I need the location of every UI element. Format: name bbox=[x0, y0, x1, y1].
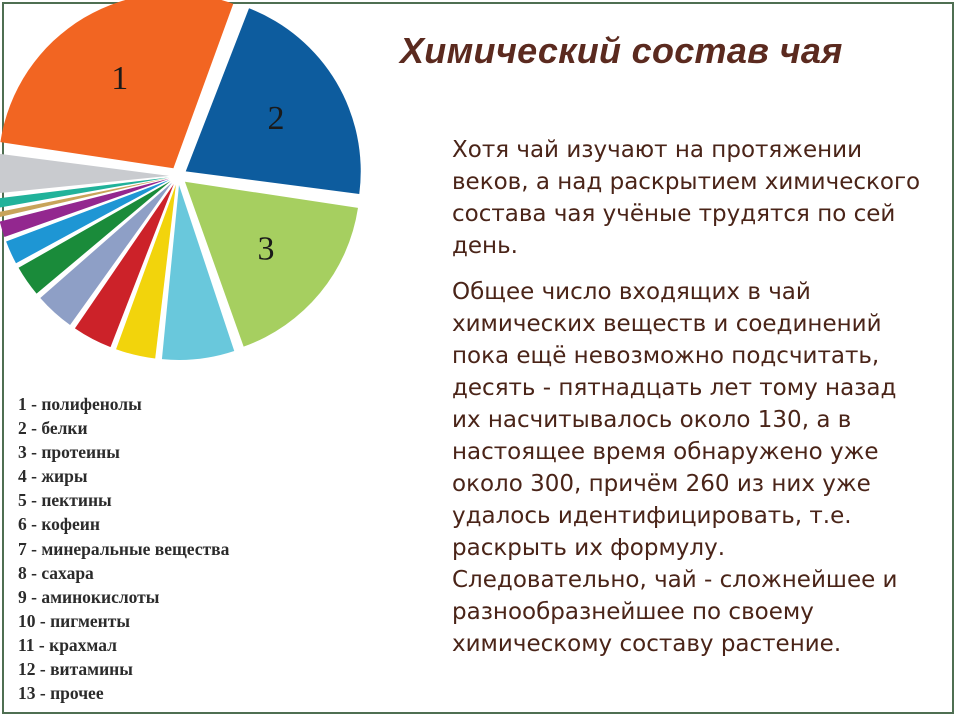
pie-slice-label-3: 3 bbox=[257, 230, 275, 268]
legend-item-2: 2 - белки bbox=[18, 418, 88, 439]
legend-item-12: 12 - витамины bbox=[18, 659, 133, 680]
page-title: Химический состав чая bbox=[400, 30, 843, 71]
paragraph-details: Общее число входящих в чай химических веществ и соединений пока ещё невозможно подсчитать, десять - пятнадцать лет тому назад их насчитывалось около 130, а в настоящее время обнаружено уже около 300, причём 260 из них уже удалось идентифицировать, т.е. раскрыть их формулу. Следовательно, чай - сложнейшее и разнообразнейшее по своему химическому составу растение. bbox=[452, 279, 898, 657]
legend-item-13: 13 - прочее bbox=[18, 683, 104, 704]
pie-slice-label-1: 1 bbox=[111, 60, 129, 97]
legend-item-4: 4 - жиры bbox=[18, 466, 88, 487]
legend-item-1: 1 - полифенолы bbox=[18, 394, 142, 414]
body-text bbox=[452, 134, 922, 660]
legend-item-8: 8 - сахара bbox=[18, 562, 94, 583]
legend-item-11: 11 - крахмал bbox=[18, 634, 117, 655]
legend-item-5: 5 - пектины bbox=[18, 490, 112, 511]
chart-legend bbox=[18, 392, 229, 705]
legend-item-6: 6 - кофеин bbox=[18, 514, 100, 535]
legend-item-7: 7 - минеральные вещества bbox=[18, 538, 230, 559]
pie-chart bbox=[0, 0, 360, 385]
pie-slice-label-2: 2 bbox=[267, 99, 285, 137]
legend-item-3: 3 - протеины bbox=[18, 442, 120, 463]
paragraph-intro: Хотя чай изучают на протяжении веков, а над раскрытием химического состава чая учёные трудятся по сей день. bbox=[452, 137, 921, 259]
legend-item-10: 10 - пигменты bbox=[18, 610, 130, 631]
legend-item-9: 9 - аминокислоты bbox=[18, 586, 160, 607]
